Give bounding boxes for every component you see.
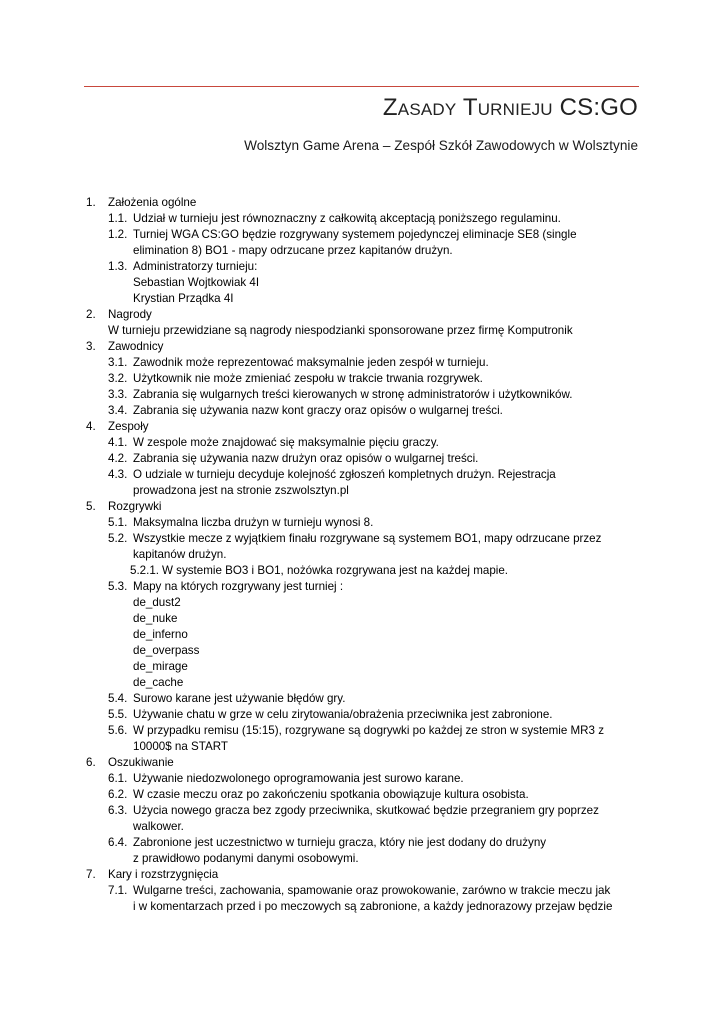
list-item — [0, 867, 724, 883]
list-item — [0, 259, 724, 275]
list-item-number: 7. — [86, 868, 96, 881]
list-item-text: W turnieju przewidziane są nagrody niespodzianki sponsorowane przez firmę Komputronik — [108, 324, 573, 337]
list-item — [0, 467, 724, 483]
list-item-text: walkower. — [133, 820, 184, 833]
list-item-number: 6.1. — [108, 772, 128, 785]
list-item-text: Użycia nowego gracza bez zgody przeciwnika, skutkować będzie przegraniem gry poprzez — [133, 804, 599, 817]
list-item-number: 6.3. — [108, 804, 128, 817]
list-item-number: 6.2. — [108, 788, 128, 801]
list-item — [0, 579, 724, 595]
list-item — [0, 707, 724, 723]
list-item — [0, 515, 724, 531]
list-item-text: 10000$ na START — [133, 740, 228, 753]
list-item-text: Wulgarne treści, zachowania, spamowanie oraz prowokowanie, zarówno w trakcie meczu jak — [133, 884, 611, 897]
list-item-number: 1. — [86, 196, 96, 209]
list-item-number: 5.3. — [108, 580, 128, 593]
list-item — [0, 339, 724, 355]
list-item-text: Nagrody — [108, 308, 152, 321]
list-item-text: i w komentarzach przed i po meczowych są zabronione, a każdy jednorazowy przejaw będzie — [133, 900, 613, 913]
list-item-text: Maksymalna liczba drużyn w turnieju wynosi 8. — [133, 516, 374, 529]
list-item — [0, 835, 724, 851]
list-item-number: 4. — [86, 420, 96, 433]
list-item-continuation — [0, 275, 724, 291]
list-item-continuation — [0, 627, 724, 643]
list-item — [0, 387, 724, 403]
list-item-text: W zespole może znajdować się maksymalnie pięciu graczy. — [133, 436, 439, 449]
list-item-text: z prawidłowo podanymi danymi osobowymi. — [133, 852, 359, 865]
list-item — [0, 803, 724, 819]
list-item-continuation — [0, 547, 724, 563]
list-item-number: 5.2. — [108, 532, 128, 545]
list-item-text: de_nuke — [133, 612, 178, 625]
list-item-number: 6.4. — [108, 836, 128, 849]
list-item-number: 5.2.1. — [130, 564, 160, 577]
list-item-text: Surowo karane jest używanie błędów gry. — [133, 692, 346, 705]
list-item-number: 3. — [86, 340, 96, 353]
list-item-text: Krystian Prządka 4I — [133, 292, 234, 305]
list-item-continuation — [0, 675, 724, 691]
list-item-text: prowadzona jest na stronie zszwolsztyn.pl — [133, 484, 349, 497]
list-item-text: de_dust2 — [133, 596, 181, 609]
list-item-text: W przypadku remisu (15:15), rozgrywane są dogrywki po każdej ze stron w systemie MR3 z — [133, 724, 605, 737]
list-item-text: O udziale w turnieju decyduje kolejność zgłoszeń kompletnych drużyn. Rejestracja — [133, 468, 556, 481]
list-item-number: 3.4. — [108, 404, 128, 417]
list-item-continuation — [0, 739, 724, 755]
list-item — [0, 195, 724, 211]
list-item-number: 5.4. — [108, 692, 128, 705]
list-item-number: 2. — [86, 308, 96, 321]
list-item-text: Zabrania się używania nazw drużyn oraz opisów o wulgarnej treści. — [133, 452, 479, 465]
list-item — [0, 723, 724, 739]
list-item-continuation — [0, 243, 724, 259]
list-item — [0, 691, 724, 707]
list-item-text: Kary i rozstrzygnięcia — [108, 868, 219, 881]
list-item-continuation — [0, 323, 724, 339]
list-item-text: kapitanów drużyn. — [133, 548, 227, 561]
list-item — [0, 755, 724, 771]
list-item-text: Udział w turnieju jest równoznaczny z całkowitą akceptacją poniższego regulaminu. — [133, 212, 561, 225]
list-item — [0, 883, 724, 899]
list-item-text: Rozgrywki — [108, 500, 162, 513]
list-item — [0, 307, 724, 323]
list-item — [0, 435, 724, 451]
list-item-text: de_mirage — [133, 660, 188, 673]
list-item-text: Zespoły — [108, 420, 149, 433]
list-item-number: 5.5. — [108, 708, 128, 721]
list-item-continuation — [0, 851, 724, 867]
list-item-number: 4.3. — [108, 468, 128, 481]
list-item — [0, 211, 724, 227]
list-item — [0, 531, 724, 547]
list-item-number: 4.1. — [108, 436, 128, 449]
document-subtitle: Wolsztyn Game Arena – Zespół Szkół Zawodowych w Wolsztynie — [244, 138, 638, 153]
list-item — [0, 419, 724, 435]
list-item-text: Zawodnik może reprezentować maksymalnie jeden zespół w turnieju. — [133, 356, 489, 369]
list-item — [0, 771, 724, 787]
list-item-text: W systemie BO3 i BO1, nożówka rozgrywana jest na każdej mapie. — [162, 564, 509, 577]
list-item-number: 3.2. — [108, 372, 128, 385]
list-item — [0, 227, 724, 243]
list-item-number: 7.1. — [108, 884, 128, 897]
list-item-text: elimination 8) BO1 - mapy odrzucane przez kapitanów drużyn. — [133, 244, 453, 257]
list-item-number: 5.1. — [108, 516, 128, 529]
list-item-text: Administratorzy turnieju: — [133, 260, 258, 273]
list-item-number: 5.6. — [108, 724, 128, 737]
list-item-text: Oszukiwanie — [108, 756, 174, 769]
list-item — [0, 355, 724, 371]
list-item-number: 1.2. — [108, 228, 128, 241]
list-item-text: Mapy na których rozgrywany jest turniej : — [133, 580, 344, 593]
list-item-text: Zawodnicy — [108, 340, 164, 353]
list-item-continuation — [0, 643, 724, 659]
list-item-number: 6. — [86, 756, 96, 769]
header-rule — [84, 86, 639, 87]
list-item-text: de_inferno — [133, 628, 188, 641]
list-item-text: Używanie niedozwolonego oprogramowania jest surowo karane. — [133, 772, 464, 785]
list-item — [0, 451, 724, 467]
list-item-text: Sebastian Wojtkowiak 4I — [133, 276, 260, 289]
list-item-text: Wszystkie mecze z wyjątkiem finału rozgrywane są systemem BO1, mapy odrzucane przez — [133, 532, 602, 545]
list-item-text: Zabronione jest uczestnictwo w turnieju gracza, który nie jest dodany do drużyny — [133, 836, 547, 849]
list-item-text: Używanie chatu w grze w celu zirytowania/obrażenia przeciwnika jest zabronione. — [133, 708, 553, 721]
list-item-number: 1.3. — [108, 260, 128, 273]
list-item-number: 3.3. — [108, 388, 128, 401]
rules-list — [0, 195, 724, 915]
list-item-text: Założenia ogólne — [108, 196, 197, 209]
list-item-text: Użytkownik nie może zmieniać zespołu w trakcie trwania rozgrywek. — [133, 372, 483, 385]
list-item — [0, 371, 724, 387]
list-item-text: de_overpass — [133, 644, 200, 657]
list-item-number: 1.1. — [108, 212, 128, 225]
list-item-continuation — [0, 611, 724, 627]
list-item-continuation — [0, 659, 724, 675]
list-item-number: 4.2. — [108, 452, 128, 465]
list-item — [0, 787, 724, 803]
list-item-continuation — [0, 819, 724, 835]
document-title: Zasady Turnieju CS:GO — [382, 94, 638, 121]
list-item-number: 3.1. — [108, 356, 128, 369]
list-item-text: Zabrania się używania nazw kont graczy oraz opisów o wulgarnej treści. — [133, 404, 503, 417]
list-item-text: Zabrania się wulgarnych treści kierowanych w stronę administratorów i użytkowników. — [133, 388, 573, 401]
list-item-number: 5. — [86, 500, 96, 513]
list-item-continuation — [0, 899, 724, 915]
list-item-continuation — [0, 595, 724, 611]
list-item-continuation — [0, 291, 724, 307]
list-item — [0, 499, 724, 515]
list-item-continuation — [0, 483, 724, 499]
list-item-text: de_cache — [133, 676, 184, 689]
list-item-text: Turniej WGA CS:GO będzie rozgrywany systemem pojedynczej eliminacje SE8 (single — [133, 228, 577, 241]
list-item — [0, 563, 724, 579]
list-item — [0, 403, 724, 419]
list-item-text: W czasie meczu oraz po zakończeniu spotkania obowiązuje kultura osobista. — [133, 788, 529, 801]
